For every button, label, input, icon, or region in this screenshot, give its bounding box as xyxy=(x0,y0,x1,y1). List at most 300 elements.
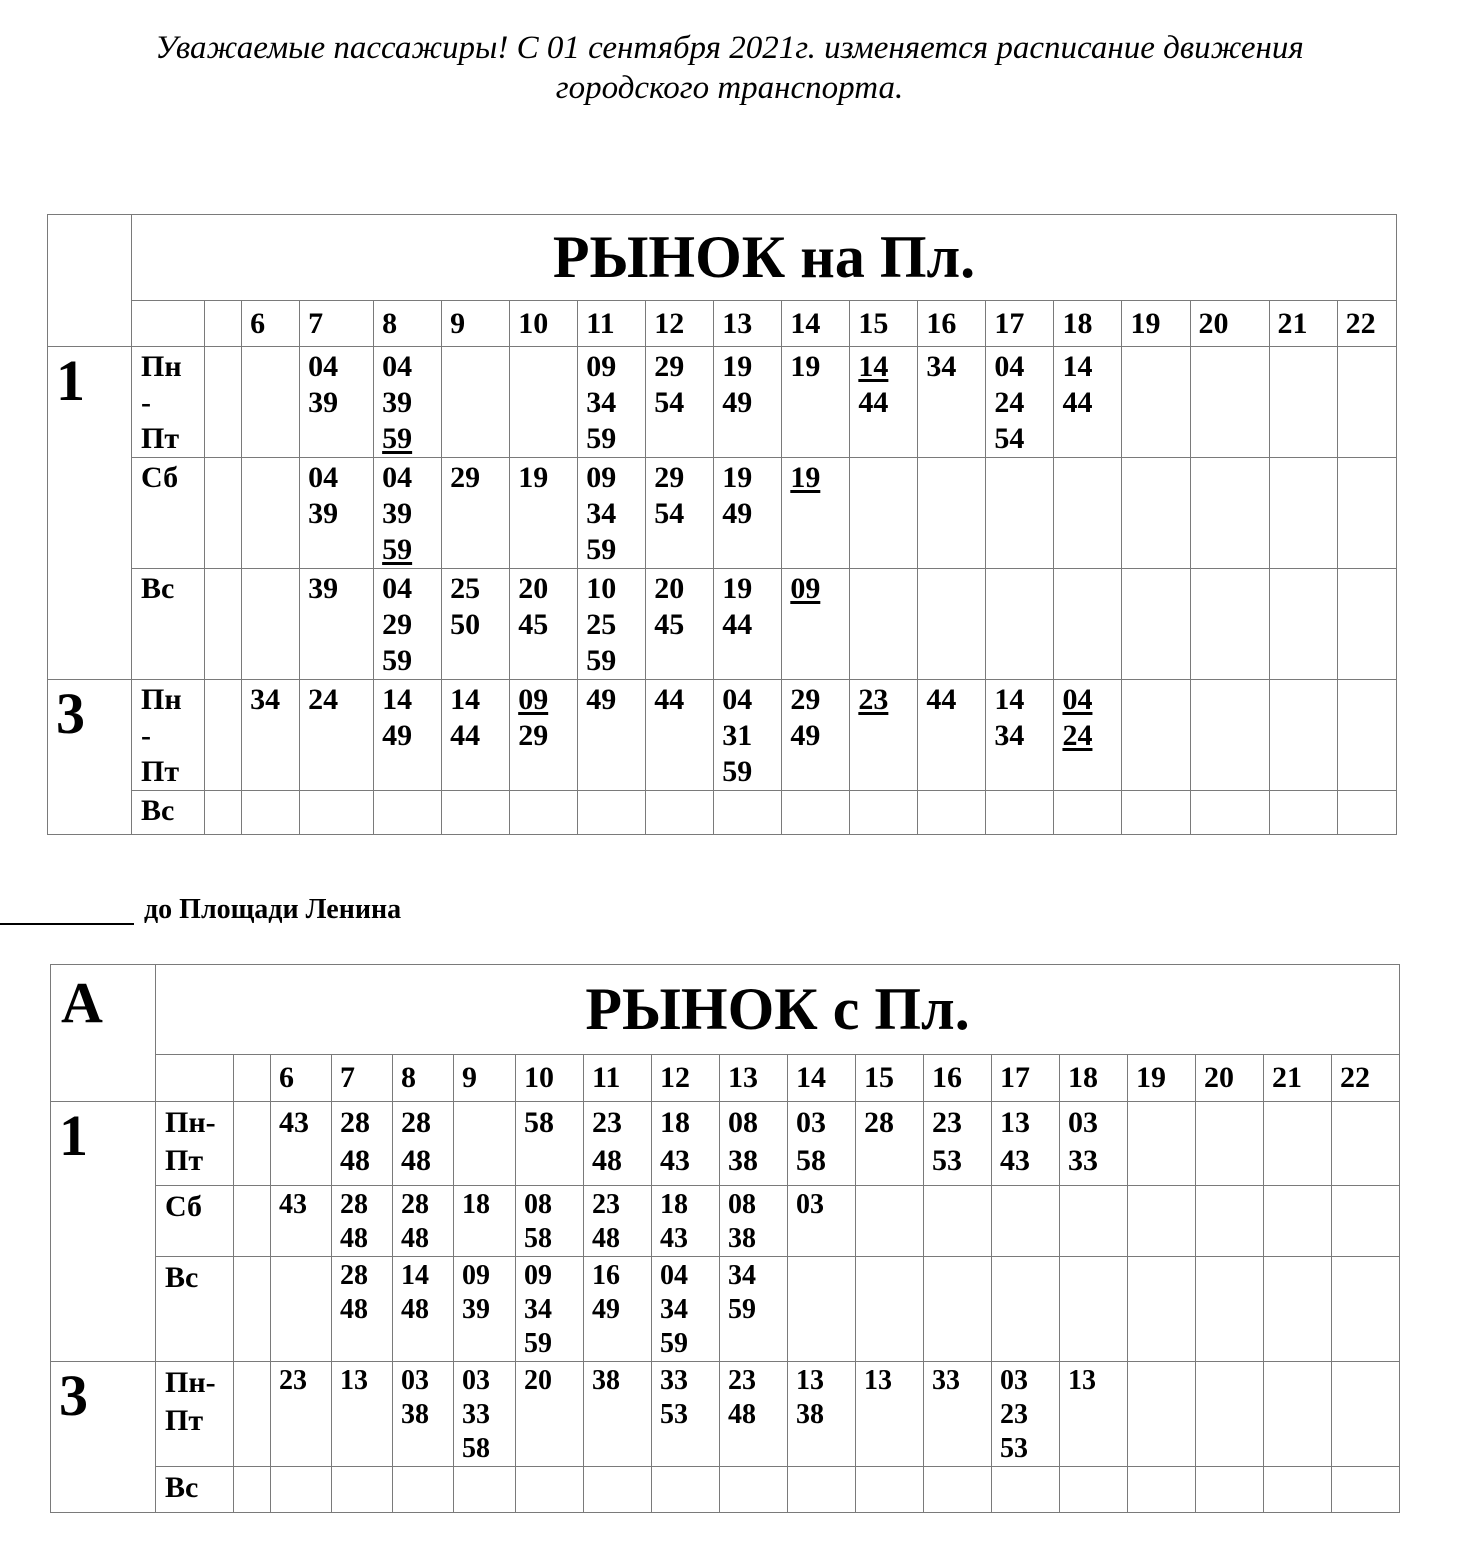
departure-minute: 25 xyxy=(586,608,617,641)
departure-minute: 43 xyxy=(660,1144,690,1177)
time-cell xyxy=(393,1257,454,1362)
departure-minute: 58 xyxy=(524,1223,552,1254)
time-cell xyxy=(1337,791,1396,835)
departure-minute: 48 xyxy=(340,1144,370,1177)
departure-minute: 39 xyxy=(382,386,413,419)
departure-minute: 03 xyxy=(462,1365,490,1396)
departure-minute: 29 xyxy=(450,461,481,494)
departure-minute: 09 xyxy=(790,572,821,605)
hour-22: 22 xyxy=(1337,301,1396,347)
schedule-table-from-market xyxy=(50,964,1400,1513)
departure-minute: 03 xyxy=(796,1189,824,1220)
time-cell xyxy=(918,347,986,458)
spacer-cell xyxy=(234,1467,271,1513)
hour-11: 11 xyxy=(584,1055,652,1102)
time-cell xyxy=(1060,1186,1128,1257)
time-cell xyxy=(1196,1257,1264,1362)
time-cell xyxy=(782,680,850,791)
day-label xyxy=(132,347,205,458)
departure-minute: 13 xyxy=(1068,1365,1096,1396)
departure-minute: 50 xyxy=(450,608,481,641)
departure-minute: 24 xyxy=(308,683,339,716)
departure-minute: 53 xyxy=(932,1144,962,1177)
hour-14: 14 xyxy=(788,1055,856,1102)
departure-minute: 39 xyxy=(382,497,413,530)
day-header-cell xyxy=(156,1055,234,1102)
departure-minute: 48 xyxy=(728,1399,756,1430)
time-cell xyxy=(584,1102,652,1186)
departure-minute: 59 xyxy=(586,533,617,566)
departure-minute: 13 xyxy=(1000,1106,1030,1139)
departure-minute: 44 xyxy=(654,683,685,716)
departure-minute: 58 xyxy=(796,1144,826,1177)
time-cell xyxy=(924,1257,992,1362)
time-cell xyxy=(720,1102,788,1186)
time-cell xyxy=(1196,1467,1264,1513)
time-cell xyxy=(992,1102,1060,1186)
departure-minute: 14 xyxy=(382,683,413,716)
time-cell xyxy=(1060,1362,1128,1467)
departure-minute: 38 xyxy=(592,1365,620,1396)
time-cell xyxy=(442,347,510,458)
time-cell xyxy=(1060,1257,1128,1362)
time-cell xyxy=(850,569,918,680)
day-text: Пт xyxy=(165,1404,204,1437)
departure-minute: 23 xyxy=(279,1365,307,1396)
time-cell xyxy=(856,1102,924,1186)
time-cell xyxy=(454,1102,516,1186)
time-cell xyxy=(332,1362,393,1467)
time-cell xyxy=(918,458,986,569)
time-cell xyxy=(442,791,510,835)
hour-6: 6 xyxy=(242,301,300,347)
departure-minute: 59 xyxy=(722,755,753,788)
time-cell xyxy=(1122,347,1190,458)
time-cell xyxy=(300,458,374,569)
departure-minute: 48 xyxy=(401,1223,429,1254)
departure-minute: 33 xyxy=(462,1399,490,1430)
hour-9: 9 xyxy=(454,1055,516,1102)
time-cell xyxy=(1128,1362,1196,1467)
departure-minute: 48 xyxy=(592,1144,622,1177)
time-cell xyxy=(578,347,646,458)
time-cell xyxy=(850,680,918,791)
time-cell xyxy=(1332,1362,1400,1467)
time-cell xyxy=(1060,1467,1128,1513)
hour-header-row xyxy=(48,301,1397,347)
time-cell xyxy=(714,680,782,791)
departure-minute: 08 xyxy=(728,1106,758,1139)
time-cell xyxy=(856,1362,924,1467)
title-row xyxy=(51,965,1400,1055)
time-cell xyxy=(992,1257,1060,1362)
time-cell xyxy=(442,680,510,791)
time-cell xyxy=(646,680,714,791)
time-cell xyxy=(924,1102,992,1186)
departure-minute: 59 xyxy=(586,422,617,455)
time-cell xyxy=(924,1467,992,1513)
hour-22: 22 xyxy=(1332,1055,1400,1102)
departure-minute: 14 xyxy=(994,683,1025,716)
route-number-blank xyxy=(0,923,134,925)
departure-minute: 38 xyxy=(796,1399,824,1430)
time-cell xyxy=(652,1467,720,1513)
schedule-row xyxy=(48,680,1397,791)
time-cell xyxy=(856,1257,924,1362)
departure-minute: 49 xyxy=(790,719,821,752)
hour-header-row xyxy=(51,1055,1400,1102)
time-cell xyxy=(242,569,300,680)
time-cell xyxy=(374,458,442,569)
time-cell xyxy=(332,1186,393,1257)
time-cell xyxy=(578,791,646,835)
time-cell xyxy=(782,791,850,835)
time-cell xyxy=(584,1467,652,1513)
time-cell xyxy=(1128,1467,1196,1513)
departure-minute: 59 xyxy=(382,533,413,566)
departure-minute: 34 xyxy=(660,1294,688,1325)
time-cell xyxy=(1054,569,1122,680)
hour-17: 17 xyxy=(986,301,1054,347)
time-cell xyxy=(1060,1102,1128,1186)
hour-9: 9 xyxy=(442,301,510,347)
route-number: 1 xyxy=(48,347,132,680)
time-cell xyxy=(992,1186,1060,1257)
day-text: Пн- xyxy=(165,1366,216,1399)
time-cell xyxy=(1269,791,1337,835)
departure-minute: 39 xyxy=(308,386,339,419)
destination-caption xyxy=(0,890,401,930)
time-cell xyxy=(1337,458,1396,569)
time-cell xyxy=(1269,458,1337,569)
hour-12: 12 xyxy=(646,301,714,347)
departure-minute: 44 xyxy=(722,608,753,641)
departure-minute: 34 xyxy=(586,497,617,530)
departure-minute: 48 xyxy=(592,1223,620,1254)
time-cell xyxy=(374,680,442,791)
time-cell xyxy=(782,569,850,680)
spacer-cell xyxy=(205,791,242,835)
spacer-cell xyxy=(234,1186,271,1257)
table-title: РЫНОК с Пл. xyxy=(156,965,1400,1055)
schedule-row xyxy=(48,347,1397,458)
departure-minute: 33 xyxy=(660,1365,688,1396)
day-text: Пт xyxy=(165,1144,204,1177)
spacer-cell xyxy=(205,458,242,569)
hour-21: 21 xyxy=(1264,1055,1332,1102)
time-cell xyxy=(1196,1186,1264,1257)
time-cell xyxy=(332,1257,393,1362)
time-cell xyxy=(510,569,578,680)
departure-minute: 13 xyxy=(864,1365,892,1396)
departure-minute: 25 xyxy=(450,572,481,605)
departure-minute: 28 xyxy=(401,1189,429,1220)
time-cell xyxy=(516,1362,584,1467)
departure-minute: 24 xyxy=(1062,719,1093,752)
time-cell xyxy=(856,1186,924,1257)
time-cell xyxy=(720,1362,788,1467)
departure-minute: 34 xyxy=(586,386,617,419)
hour-13: 13 xyxy=(720,1055,788,1102)
hour-19: 19 xyxy=(1128,1055,1196,1102)
time-cell xyxy=(1128,1186,1196,1257)
departure-minute: 33 xyxy=(932,1365,960,1396)
departure-minute: 59 xyxy=(382,422,413,455)
time-cell xyxy=(271,1257,332,1362)
departure-minute: 43 xyxy=(279,1189,307,1220)
day-text: Пт xyxy=(141,755,180,788)
spacer-cell xyxy=(234,1102,271,1186)
time-cell xyxy=(584,1362,652,1467)
corner-cell xyxy=(48,215,132,347)
departure-minute: 43 xyxy=(1000,1144,1030,1177)
departure-minute: 09 xyxy=(462,1260,490,1291)
departure-minute: 16 xyxy=(592,1260,620,1291)
time-cell xyxy=(300,347,374,458)
route-number: 1 xyxy=(51,1102,156,1362)
departure-minute: 53 xyxy=(660,1399,688,1430)
time-cell xyxy=(332,1102,393,1186)
time-cell xyxy=(584,1186,652,1257)
time-cell xyxy=(646,569,714,680)
time-cell xyxy=(578,458,646,569)
schedule-row xyxy=(51,1362,1400,1467)
time-cell xyxy=(1128,1257,1196,1362)
departure-minute: 38 xyxy=(728,1223,756,1254)
time-cell xyxy=(1196,1102,1264,1186)
day-label xyxy=(156,1186,234,1257)
time-cell xyxy=(714,791,782,835)
time-cell xyxy=(720,1467,788,1513)
departure-minute: 34 xyxy=(524,1294,552,1325)
departure-minute: 39 xyxy=(308,497,339,530)
time-cell xyxy=(986,680,1054,791)
corner-cell: А xyxy=(51,965,156,1102)
departure-minute: 31 xyxy=(722,719,753,752)
departure-minute: 10 xyxy=(586,572,617,605)
departure-minute: 23 xyxy=(592,1106,622,1139)
departure-minute: 59 xyxy=(728,1294,756,1325)
day-label xyxy=(132,458,205,569)
departure-minute: 44 xyxy=(858,386,889,419)
time-cell xyxy=(986,569,1054,680)
day-text: Пн- xyxy=(165,1106,216,1139)
departure-minute: 20 xyxy=(654,572,685,605)
title-row xyxy=(48,215,1397,301)
departure-minute: 04 xyxy=(1062,683,1093,716)
spacer-cell xyxy=(205,569,242,680)
departure-minute: 23 xyxy=(1000,1399,1028,1430)
time-cell xyxy=(1269,680,1337,791)
departure-minute: 08 xyxy=(728,1189,756,1220)
departure-minute: 58 xyxy=(462,1433,490,1464)
departure-minute: 59 xyxy=(660,1328,688,1359)
departure-minute: 48 xyxy=(401,1294,429,1325)
time-cell xyxy=(918,569,986,680)
time-cell xyxy=(992,1467,1060,1513)
destination-text: до Площади Ленина xyxy=(144,894,402,925)
schedule-table-to-market xyxy=(47,214,1397,835)
time-cell xyxy=(300,680,374,791)
departure-minute: 49 xyxy=(586,683,617,716)
departure-minute: 04 xyxy=(308,350,339,383)
departure-minute: 59 xyxy=(382,644,413,677)
day-text: - xyxy=(141,719,152,752)
time-cell xyxy=(1264,1102,1332,1186)
departure-minute: 24 xyxy=(994,386,1025,419)
time-cell xyxy=(1122,791,1190,835)
departure-minute: 33 xyxy=(1068,1144,1098,1177)
day-text: Пн xyxy=(141,683,182,716)
time-cell xyxy=(393,1467,454,1513)
departure-minute: 34 xyxy=(250,683,281,716)
time-cell xyxy=(578,680,646,791)
time-cell xyxy=(720,1186,788,1257)
time-cell xyxy=(1190,458,1269,569)
time-cell xyxy=(300,791,374,835)
time-cell xyxy=(332,1467,393,1513)
departure-minute: 04 xyxy=(382,350,413,383)
time-cell xyxy=(788,1362,856,1467)
time-cell xyxy=(393,1362,454,1467)
departure-minute: 49 xyxy=(722,497,753,530)
schedule-row xyxy=(48,569,1397,680)
time-cell xyxy=(300,569,374,680)
time-cell xyxy=(1264,1257,1332,1362)
time-cell xyxy=(850,791,918,835)
time-cell xyxy=(850,347,918,458)
departure-minute: 18 xyxy=(462,1189,490,1220)
departure-minute: 44 xyxy=(926,683,957,716)
departure-minute: 45 xyxy=(654,608,685,641)
time-cell xyxy=(788,1102,856,1186)
time-cell xyxy=(850,458,918,569)
time-cell xyxy=(1054,680,1122,791)
time-cell xyxy=(918,680,986,791)
day-label xyxy=(156,1257,234,1362)
time-cell xyxy=(1054,458,1122,569)
departure-minute: 04 xyxy=(308,461,339,494)
time-cell xyxy=(242,458,300,569)
departure-minute: 28 xyxy=(864,1106,894,1139)
time-cell xyxy=(454,1186,516,1257)
hour-20: 20 xyxy=(1196,1055,1264,1102)
time-cell xyxy=(1190,680,1269,791)
day-label xyxy=(156,1102,234,1186)
time-cell xyxy=(924,1362,992,1467)
departure-minute: 59 xyxy=(524,1328,552,1359)
day-text: Пн xyxy=(141,350,182,383)
hour-15: 15 xyxy=(856,1055,924,1102)
hour-16: 16 xyxy=(918,301,986,347)
departure-minute: 59 xyxy=(586,644,617,677)
time-cell xyxy=(720,1257,788,1362)
time-cell xyxy=(516,1467,584,1513)
departure-minute: 04 xyxy=(722,683,753,716)
notice xyxy=(0,28,1459,108)
time-cell xyxy=(374,347,442,458)
time-cell xyxy=(782,458,850,569)
departure-minute: 28 xyxy=(401,1106,431,1139)
departure-minute: 39 xyxy=(462,1294,490,1325)
time-cell xyxy=(1264,1186,1332,1257)
day-label xyxy=(156,1467,234,1513)
spacer-cell xyxy=(205,347,242,458)
departure-minute: 19 xyxy=(518,461,549,494)
departure-minute: 04 xyxy=(382,461,413,494)
schedule-row xyxy=(48,791,1397,835)
departure-minute: 08 xyxy=(524,1189,552,1220)
departure-minute: 13 xyxy=(796,1365,824,1396)
time-cell xyxy=(442,458,510,569)
departure-minute: 49 xyxy=(382,719,413,752)
hour-13: 13 xyxy=(714,301,782,347)
hour-20: 20 xyxy=(1190,301,1269,347)
departure-minute: 54 xyxy=(654,497,685,530)
departure-minute: 44 xyxy=(1062,386,1093,419)
time-cell xyxy=(454,1467,516,1513)
hour-11: 11 xyxy=(578,301,646,347)
time-cell xyxy=(992,1362,1060,1467)
hour-16: 16 xyxy=(924,1055,992,1102)
departure-minute: 14 xyxy=(401,1260,429,1291)
time-cell xyxy=(1122,458,1190,569)
time-cell xyxy=(856,1467,924,1513)
time-cell xyxy=(454,1257,516,1362)
time-cell xyxy=(1332,1186,1400,1257)
departure-minute: 44 xyxy=(450,719,481,752)
departure-minute: 09 xyxy=(586,350,617,383)
departure-minute: 29 xyxy=(654,350,685,383)
departure-minute: 04 xyxy=(994,350,1025,383)
time-cell xyxy=(1122,680,1190,791)
departure-minute: 19 xyxy=(722,350,753,383)
hour-7: 7 xyxy=(332,1055,393,1102)
time-cell xyxy=(1337,569,1396,680)
time-cell xyxy=(986,458,1054,569)
time-cell xyxy=(584,1257,652,1362)
time-cell xyxy=(652,1186,720,1257)
day-text: Вс xyxy=(165,1261,199,1294)
departure-minute: 38 xyxy=(728,1144,758,1177)
departure-minute: 23 xyxy=(728,1365,756,1396)
departure-minute: 39 xyxy=(308,572,339,605)
departure-minute: 43 xyxy=(660,1223,688,1254)
time-cell xyxy=(714,458,782,569)
time-cell xyxy=(1337,680,1396,791)
day-text: Сб xyxy=(165,1190,203,1223)
day-header-cell xyxy=(132,301,205,347)
time-cell xyxy=(1337,347,1396,458)
route-number: 3 xyxy=(48,680,132,835)
time-cell xyxy=(714,347,782,458)
time-cell xyxy=(510,791,578,835)
departure-minute: 09 xyxy=(518,683,549,716)
time-cell xyxy=(1269,569,1337,680)
departure-minute: 19 xyxy=(722,572,753,605)
time-cell xyxy=(1332,1257,1400,1362)
departure-minute: 04 xyxy=(660,1260,688,1291)
departure-minute: 29 xyxy=(790,683,821,716)
hour-10: 10 xyxy=(510,301,578,347)
schedule-row xyxy=(51,1257,1400,1362)
departure-minute: 28 xyxy=(340,1189,368,1220)
departure-minute: 13 xyxy=(340,1365,368,1396)
time-cell xyxy=(374,569,442,680)
hour-6: 6 xyxy=(271,1055,332,1102)
departure-minute: 03 xyxy=(1000,1365,1028,1396)
schedule-row xyxy=(51,1186,1400,1257)
